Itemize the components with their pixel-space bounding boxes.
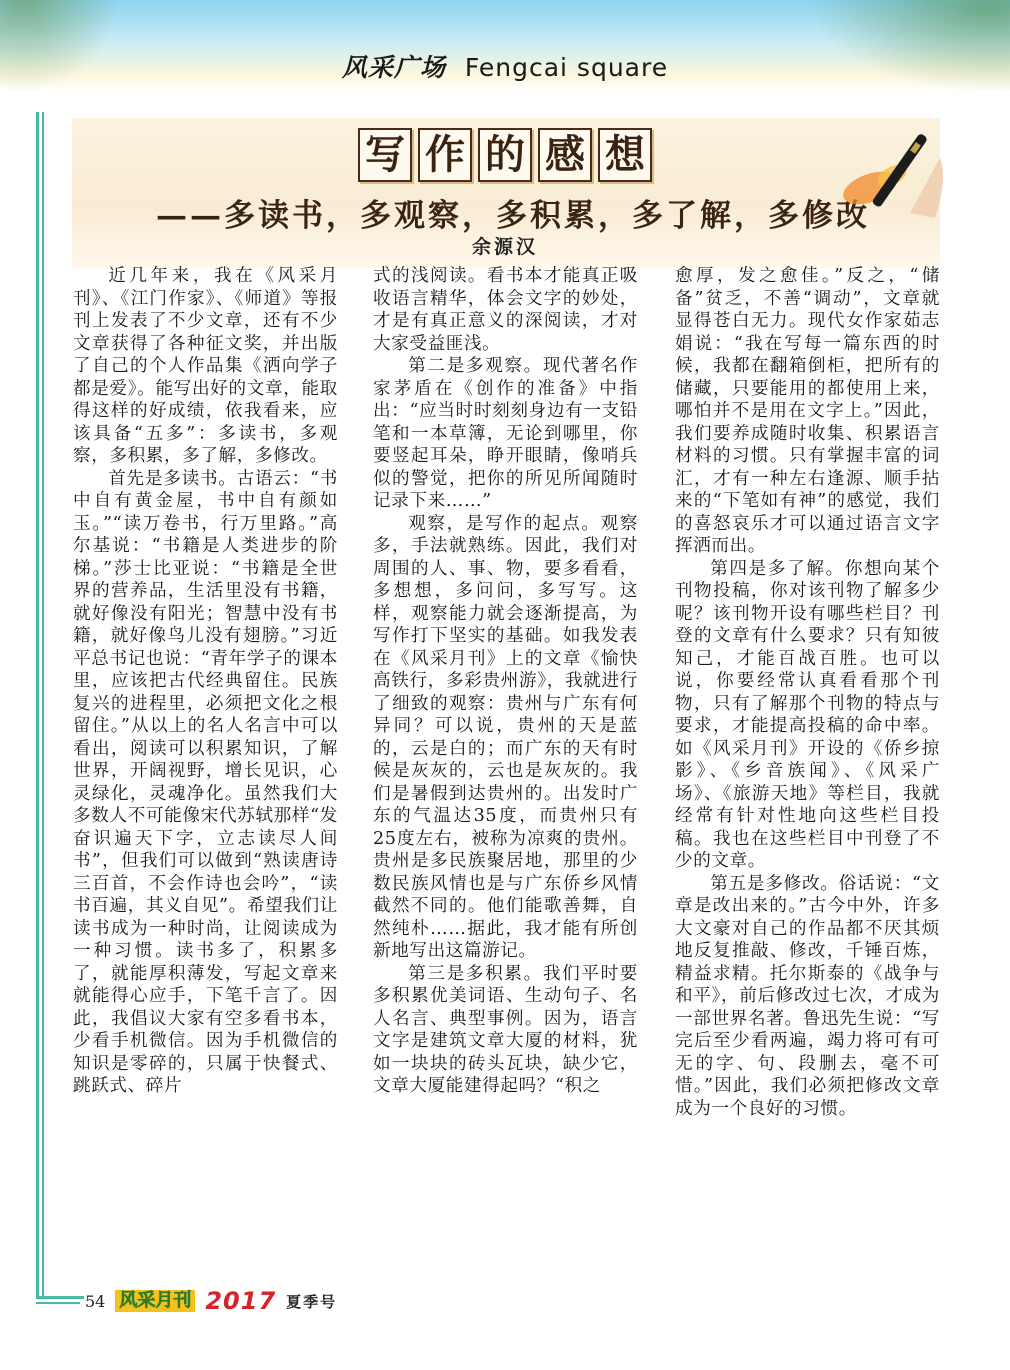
frame-line-bottom-1 [36,1296,84,1299]
section-title [0,48,1010,84]
article-column-1 [73,265,338,1098]
frame-line-outer-vertical [36,112,39,1298]
article-paragraph: 第五是多修改。俗话说：“文章是改出来的。”古今中外，许多大文豪对自己的作品都不厌其烦地反复推敲、修改，千锤百炼，精益求精。托尔斯泰的《战争与和平》，前后修改过七次，才成为一部世界名著。鲁迅先生说：“写完后至少看两遍，竭力将可有可无的字、句、段删去，毫不可惜。”因此，我们必须把修改文章成为一个良好的习惯。 [675,873,940,1119]
page-number: 54 [85,1291,106,1311]
title-char: 作 [418,128,472,182]
issue-year: 2017 [205,1287,277,1315]
section-title-cn: 风采广场 [341,53,446,82]
article-paragraph: 第二是多观察。现代著名作家茅盾在《创作的准备》中指出：“应当时时刻刻身边有一支铅笔和一本草簿，无论到哪里，你要竖起耳朵，睁开眼睛，像哨兵似的警觉，把你的所见所闻随时记录下来……” [373,356,638,511]
title-char: 感 [538,128,592,182]
article-paragraph: 愈厚，发之愈佳。”反之，“储备”贫乏，不善“调动”，文章就显得苍白无力。现代女作家茹志娟说：“我在写每一篇东西的时候，我都在翻箱倒柜，把所有的储藏，只要能用的都使用上来，哪怕并不是用在文字上。”因此，我们要养成随时收集、积累语言材料的习惯。只有掌握丰富的词汇，才有一种左右逢源、顺手拈来的“下笔如有神”的感觉，我们的喜怒哀乐才可以通过语言文字挥洒而出。 [675,266,940,556]
frame-line-bottom-2 [36,1302,80,1304]
article-paragraph: 第三是多积累。我们平时要多积累优美词语、生动句子、名人名言、典型事例。因为，语言文字是建筑文章大厦的材料，犹如一块块的砖头瓦块，缺少它，文章大厦能建得起吗？“积之 [373,963,638,1096]
article-paragraph: 观察，是写作的起点。观察多，手法就熟练。因此，我们对周围的人、事、物，要多看看，多想想，多问问，多写写。这样，观察能力就会逐渐提高，为写作打下坚实的基础。如我发表在《风采月刊》上的文章《愉快高铁行，多彩贵州游》，我就进行了细致的观察：贵州与广东有何异同？可以说，贵州的天是蓝的，云是白的；而广东的天有时候是灰灰的，云也是灰灰的。我们是暑假到达贵州的。出发时广东的气温达35度，而贵州只有25度左右，被称为凉爽的贵州。贵州是多民族聚居地，那里的少数民族风情也是与广东侨乡风情截然不同的。他们能歌善舞，自然纯朴……据此，我才能有所创新地写出这篇游记。 [373,513,638,961]
article-paragraph: 式的浅阅读。看书本才能真正吸收语言精华，体会文字的妙处，才是有真正意义的深阅读，才对大家受益匪浅。 [373,266,638,354]
article-paragraph: 首先是多读书。古语云：“书中自有黄金屋，书中自有颜如玉。”“读万卷书，行万里路。”高尔基说：“书籍是人类进步的阶梯。”莎士比亚说：“书籍是全世界的营养品，生活里没有书籍，就好像没有阳光；智慧中没有书籍，就好像鸟儿没有翅膀。”习近平总书记也说：“青年学子的课本里，应该把古代经典留住。民族复兴的进程里，必须把文化之根留住。”从以上的名人名言中可以看出，阅读可以积累知识，了解世界，开阔视野，增长见识，心灵绿化，灵魂净化。虽然我们大多数人不可能像宋代苏轼那样“发奋识遍天下字，立志读尽人间书”，但我们可以做到“熟读唐诗三百首，不会作诗也会吟”，“读书百遍，其义自见”。希望我们让读书成为一种时尚，让阅读成为一种习惯。读书多了，积累多了，就能厚积薄发，写起文章来就能得心应手，下笔千言了。因此，我倡议大家有空多看书本，少看手机微信。因为手机微信的知识是零碎的，只属于快餐式、跳跃式、碎片 [73,468,338,1096]
section-title-en: Fengcai square [464,53,669,82]
frame-line-inner-vertical [42,112,44,1298]
article-paragraph: 近几年来，我在《风采月刊》、《江门作家》、《师道》等报刊上发表了不少文章，还有不少文章获得了各种征文奖，并出版了自己的个人作品集《洒向学子都是爱》。能写出好的文章，能取得这样的好成绩，依我看来，应该具备“五多”：多读书，多观察，多积累，多了解，多修改。 [73,266,338,466]
article-subtitle: ——多读书，多观察，多积累，多了解，多修改 [156,198,870,234]
magazine-name: 风采月刊 [115,1290,195,1312]
title-char: 的 [478,128,532,182]
page-footer [85,1288,337,1314]
pen-icon [840,118,950,238]
issue-season: 夏季号 [286,1292,338,1311]
title-char: 写 [358,128,412,182]
article-column-3 [675,265,940,1120]
title-char: 想 [598,128,652,182]
article-column-2 [373,265,638,1098]
article-author: 余源汉 [471,236,538,258]
article-paragraph: 第四是多了解。你想向某个刊物投稿，你对该刊物了解多少呢？该刊物开设有哪些栏目？刊登的文章有什么要求？只有知彼知己，才能百战百胜。也可以说，你要经常认真看看那个刊物，只有了解那个刊物的特点与要求，才能提高投稿的命中率。如《风采月刊》开设的《侨乡掠影》、《乡音族闻》、《风采广场》、《旅游天地》等栏目，我就经常有针对性地向这些栏目投稿。我也在这些栏目中刊登了不少的文章。 [675,558,940,871]
